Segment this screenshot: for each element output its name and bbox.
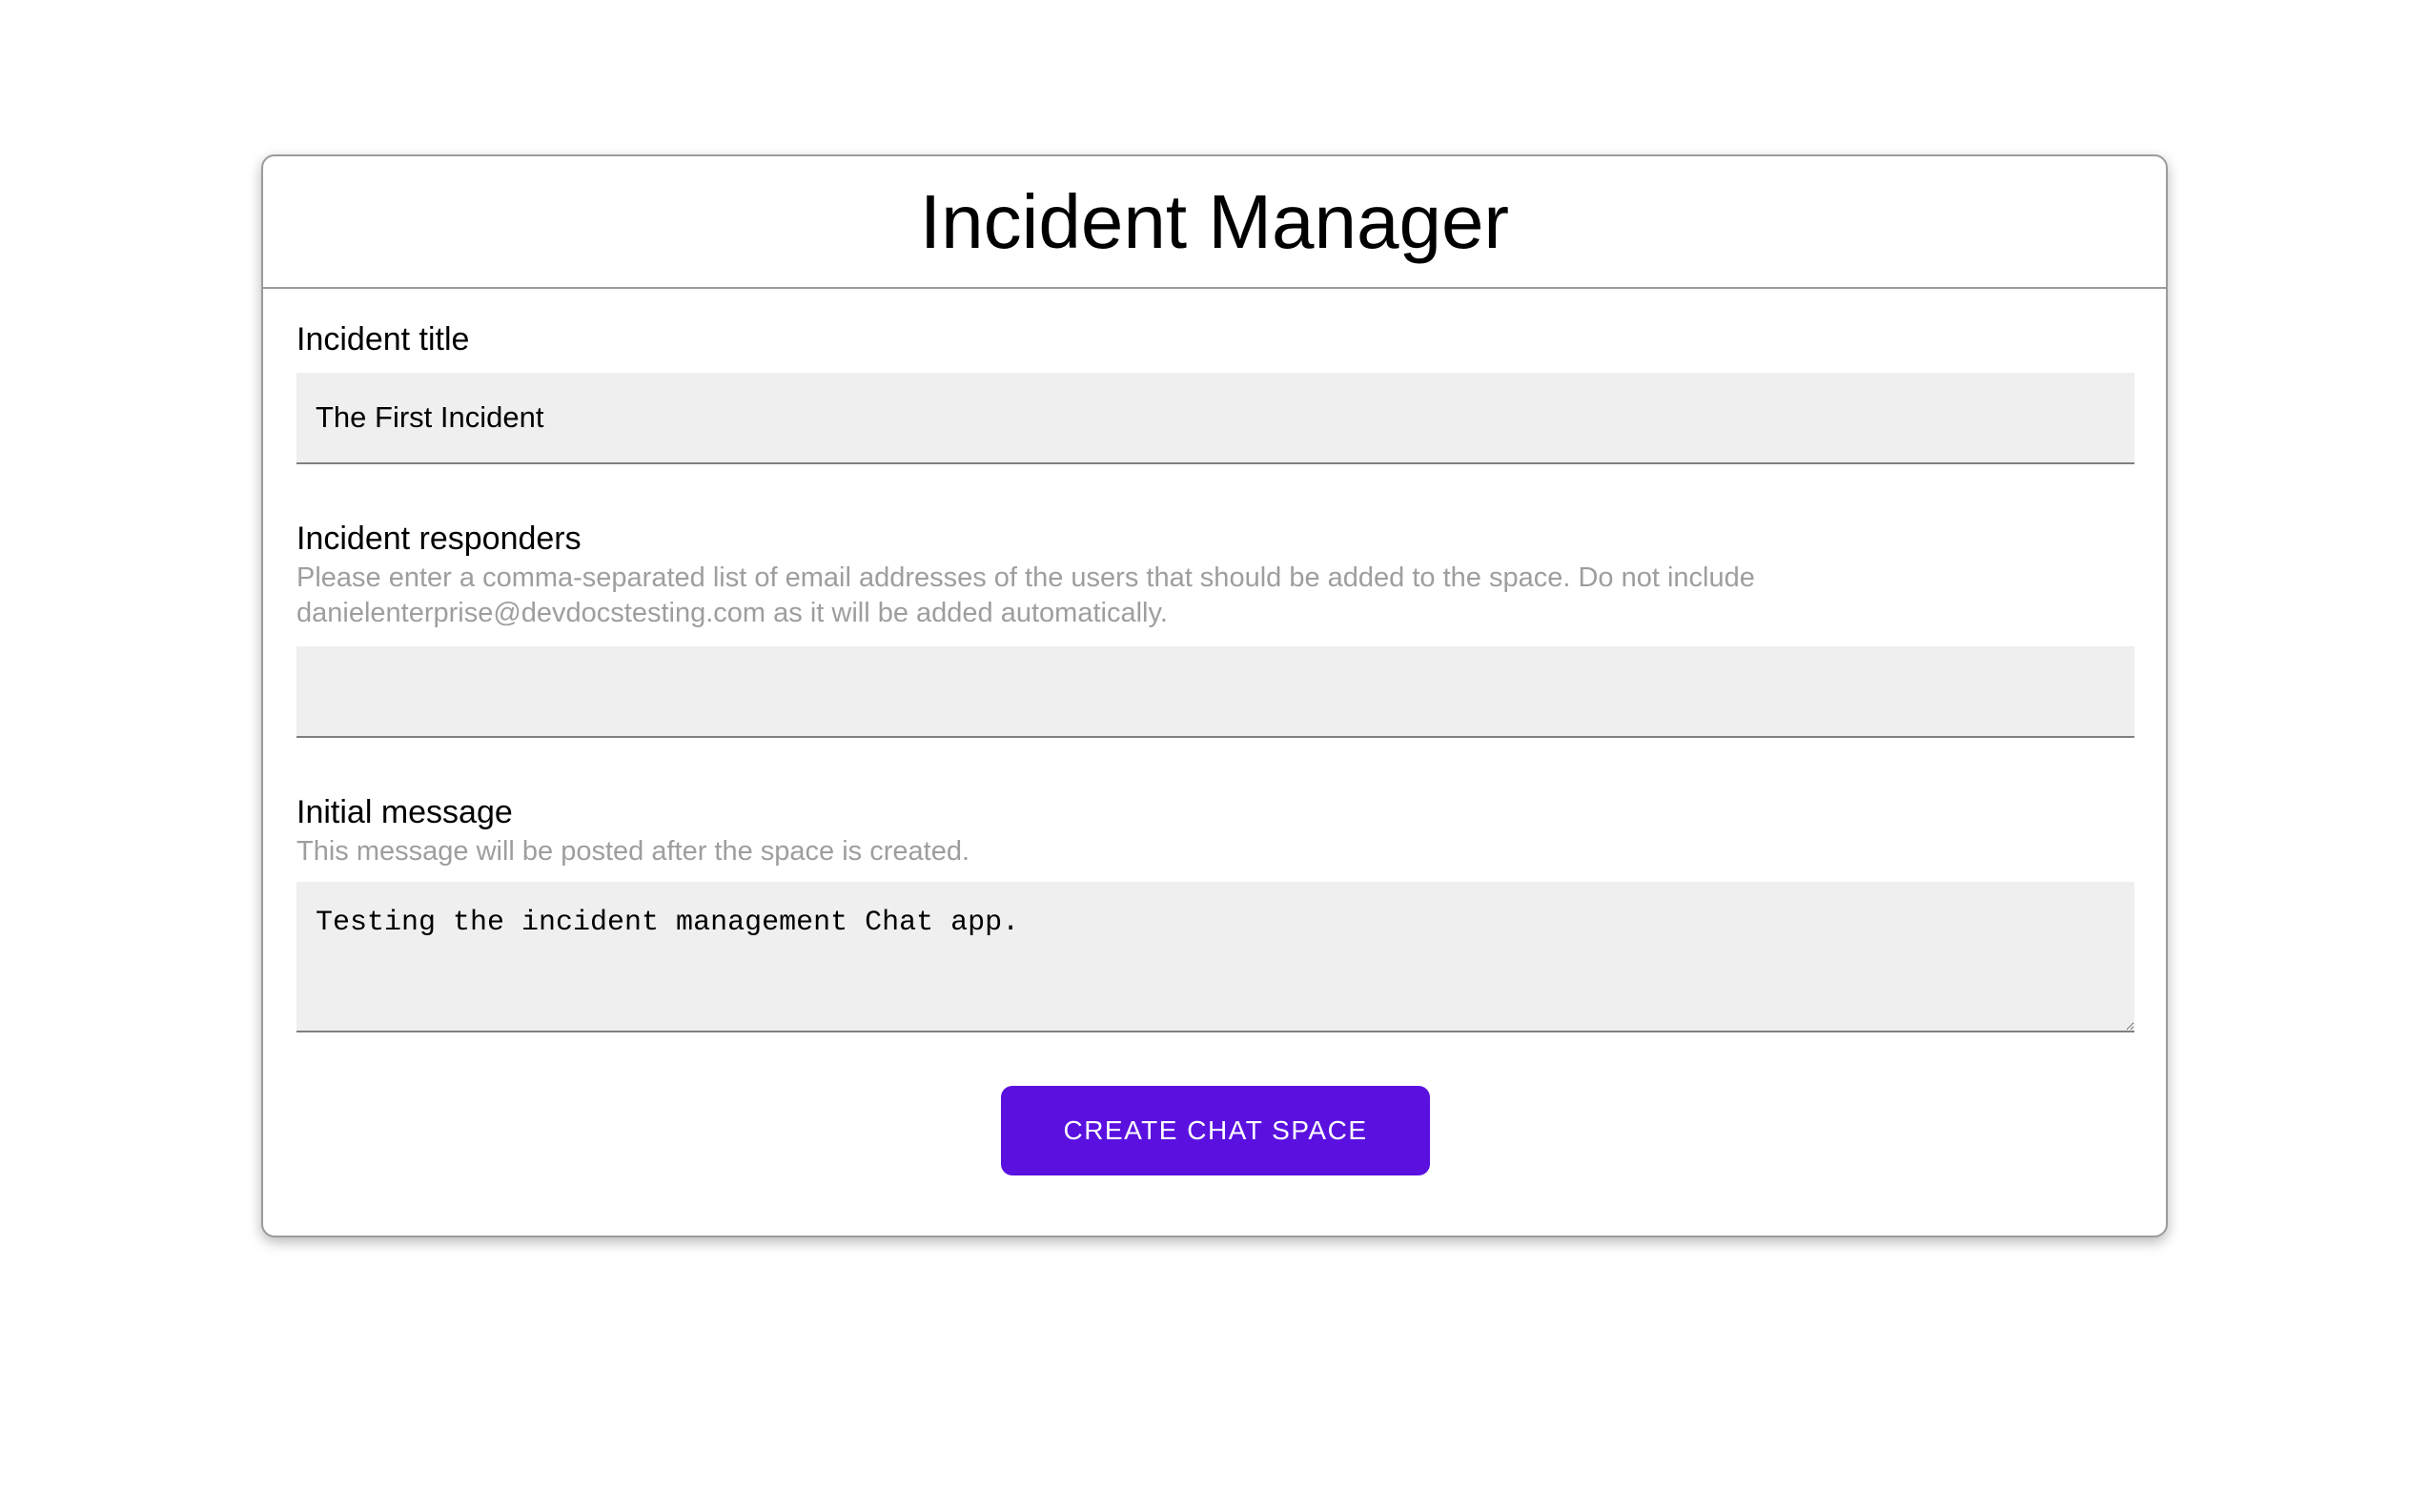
initial-message-help: This message will be posted after the space is created. [296, 836, 970, 867]
button-row [296, 1086, 2134, 1175]
incident-title-input[interactable] [296, 373, 2134, 464]
incident-title-label: Incident title [296, 321, 470, 358]
incident-responders-help: Please enter a comma-separated list of email addresses of the users that should be added to the space. Do not include danielenterprise@devdocstesting.com as it will be added automatically. [296, 562, 1755, 628]
card-header [263, 156, 2166, 289]
incident-manager-card [261, 154, 2168, 1237]
incident-form [263, 289, 2166, 1236]
incident-responders-group [296, 520, 2134, 738]
initial-message-label: Initial message [296, 794, 513, 830]
page-title: Incident Manager [919, 178, 1510, 264]
incident-responders-input[interactable] [296, 646, 2134, 738]
initial-message-group [296, 793, 2134, 1032]
create-chat-space-button[interactable]: CREATE CHAT SPACE [1001, 1086, 1430, 1175]
incident-title-group [296, 320, 2134, 464]
incident-responders-label: Incident responders [296, 521, 582, 557]
initial-message-textarea[interactable] [296, 882, 2134, 1032]
